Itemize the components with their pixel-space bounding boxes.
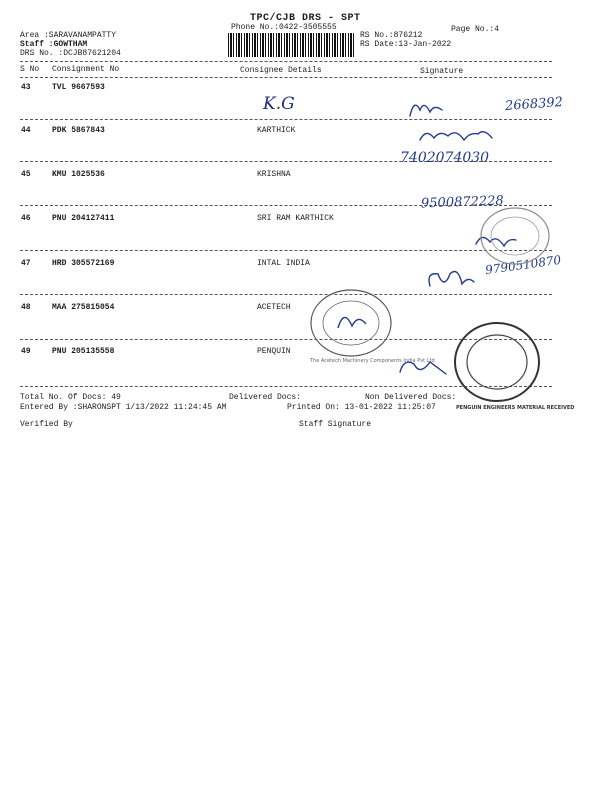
handwritten-phone-row-46: 9500872228 [420, 193, 504, 212]
handwritten-phone-row-47: 9790510870 [484, 252, 562, 278]
drs-number: DRS No. :DCJB87621204 [20, 49, 121, 58]
area-label: Area :SARAVANAMPATTY [20, 31, 117, 40]
handwritten-initials-row-43: K.G [263, 94, 295, 114]
penguin-stamp-text: PENGUIN ENGINEERS MATERIAL RECEIVED [456, 405, 575, 411]
penguin-stamp [452, 320, 542, 404]
verified-by: Verified By [20, 420, 73, 429]
row-49-consignee: PENQUIN [257, 347, 291, 356]
page-number: Page No.:4 [451, 25, 500, 34]
signature-row-43 [410, 105, 442, 116]
row-47-consignment: HRD 305572169 [52, 259, 115, 268]
phone-number: Phone No.:0422-3505555 [231, 23, 337, 32]
column-header-consignee: Consignee Details [240, 66, 322, 75]
row-44-sno: 44 [21, 126, 31, 135]
round-stamp-row-46 [478, 205, 552, 267]
row-48-consignee: ACETECH [257, 303, 291, 312]
row-46-consignment: PNU 204127411 [52, 214, 115, 223]
non-delivered-docs: Non Delivered Docs: [365, 393, 457, 402]
total-docs: Total No. Of Docs: 49 [20, 393, 121, 402]
row-43-sno: 43 [21, 83, 31, 92]
row-47-sno: 47 [21, 259, 31, 268]
row-44-consignee: KARTHICK [257, 126, 296, 135]
row-45-consignee: KRISHNA [257, 170, 291, 179]
column-header-sno: S No [20, 65, 40, 74]
acetech-stamp-text: The Acetech Machinery Components India Pvt Ltd [310, 358, 435, 364]
row-48-sno: 48 [21, 303, 31, 312]
column-header-consignment: Consignment No [52, 65, 120, 74]
row-43-consignment: TVL 9667593 [52, 83, 105, 92]
staff-label: Staff :GOWTHAM [20, 40, 88, 49]
signature-row-44 [420, 132, 492, 140]
row-48-consignment: MAA 275815054 [52, 303, 115, 312]
entered-by: Entered By :SHARONSPT 1/13/2022 11:24:45 AM [20, 403, 227, 412]
staff-signature: Staff Signature [299, 420, 372, 429]
column-header-signature: Signature [420, 67, 464, 76]
handwritten-phone-row-44: 7402074030 [400, 150, 490, 166]
row-46-consignee: SRI RAM KARTHICK [257, 214, 334, 223]
rs-date: RS Date:13-Jan-2022 [360, 40, 452, 49]
rs-number: RS No.:876212 [360, 31, 423, 40]
handwritten-phone-row-43: 2668392 [504, 94, 564, 115]
row-47-consignee: INTAL INDIA [257, 259, 310, 268]
row-45-sno: 45 [21, 170, 31, 179]
row-45-consignment: KMU 1025536 [52, 170, 105, 179]
document-title: TPC/CJB DRS - SPT [250, 13, 361, 24]
row-49-sno: 49 [21, 347, 31, 356]
row-46-sno: 46 [21, 214, 31, 223]
signature-row-47 [429, 272, 474, 286]
row-44-consignment: PDK 5867843 [52, 126, 105, 135]
printed-on: Printed On: 13-01-2022 11:25:07 [287, 403, 436, 412]
row-49-consignment: PNU 205135558 [52, 347, 115, 356]
acetech-stamp [308, 288, 394, 358]
delivered-docs: Delivered Docs: [229, 393, 302, 402]
